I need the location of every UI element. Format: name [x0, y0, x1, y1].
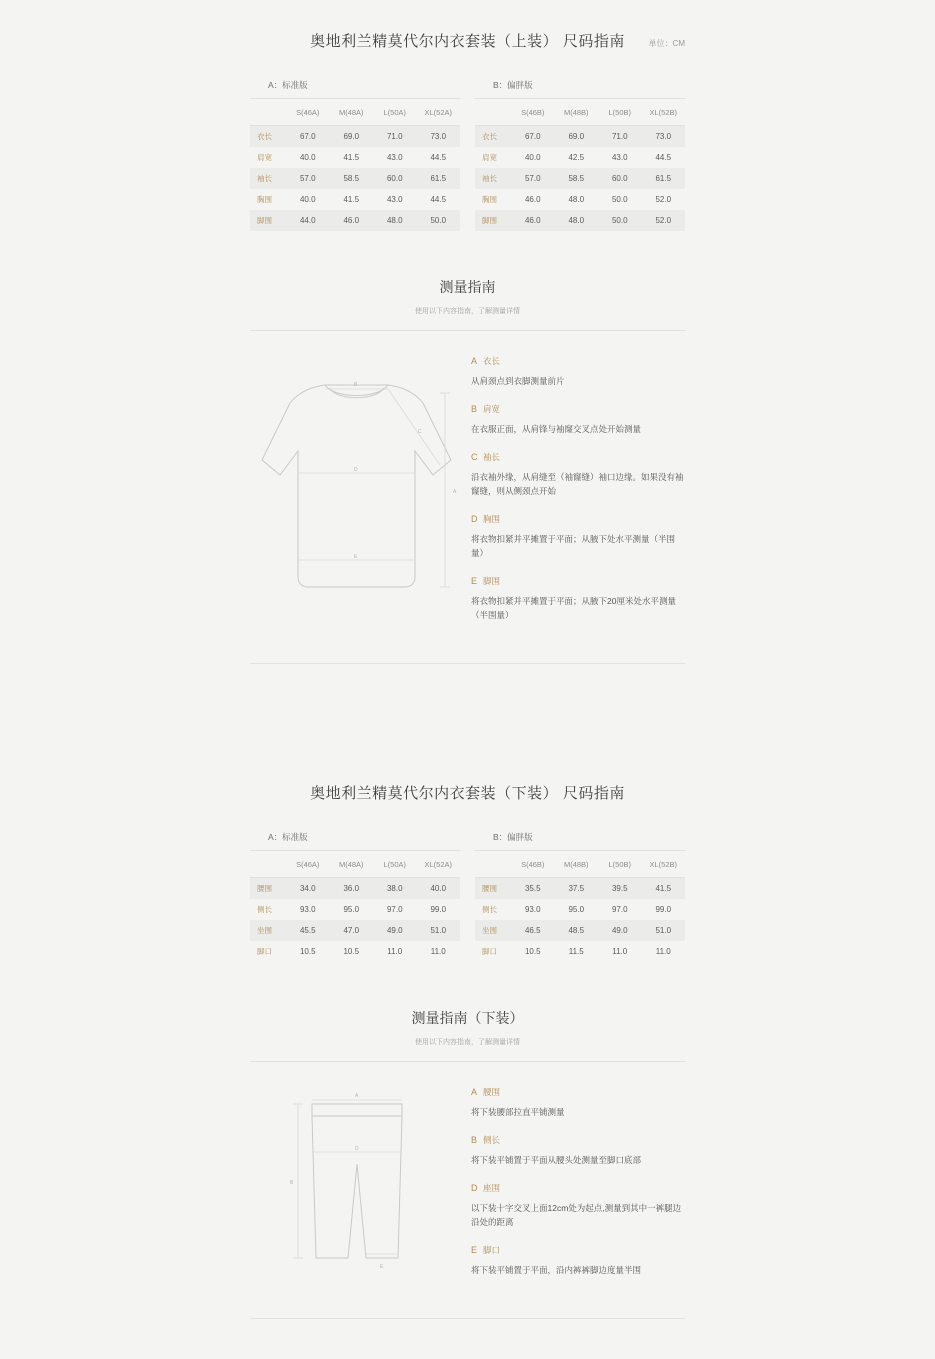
- table-row: [475, 189, 685, 210]
- svg-text:A: A: [453, 489, 457, 495]
- cell: 42.5: [555, 147, 599, 168]
- cell: 48.5: [555, 920, 599, 941]
- cell: 11.0: [598, 941, 642, 962]
- cell: 97.0: [598, 899, 642, 920]
- top-size-section: [250, 0, 685, 664]
- variant-label: A：标准版: [250, 831, 460, 851]
- guide-item-name: 胸围: [483, 514, 501, 525]
- cell: 39.5: [598, 878, 642, 900]
- row-label: 侧长: [250, 899, 286, 920]
- sweater-figure: [250, 355, 465, 605]
- bottom-table-a: [250, 831, 460, 962]
- cell: 11.0: [642, 941, 686, 962]
- top-title-row: [250, 0, 685, 51]
- table-row: [250, 147, 460, 168]
- cell: 48.0: [555, 189, 599, 210]
- table-row: [250, 189, 460, 210]
- cell: 43.0: [373, 147, 417, 168]
- cell: 41.5: [642, 878, 686, 900]
- guide-item-head: [471, 403, 685, 415]
- cell: 46.5: [511, 920, 555, 941]
- cell: 73.0: [642, 126, 686, 148]
- guide-item: [471, 403, 685, 436]
- col-header: [475, 99, 511, 126]
- guide-item: [471, 355, 685, 388]
- table-row: [475, 920, 685, 941]
- col-header: S(46B): [511, 99, 555, 126]
- table-header-row: [475, 99, 685, 126]
- cell: 93.0: [286, 899, 330, 920]
- cell: 40.0: [286, 147, 330, 168]
- col-header: M(48A): [330, 99, 374, 126]
- guide-item-head: [471, 451, 685, 463]
- cell: 43.0: [598, 147, 642, 168]
- cell: 41.5: [330, 189, 374, 210]
- cell: 58.5: [555, 168, 599, 189]
- col-header: L(50B): [598, 851, 642, 878]
- size-table: [250, 99, 460, 231]
- cell: 52.0: [642, 189, 686, 210]
- col-header: [250, 851, 286, 878]
- svg-text:B: B: [290, 1180, 294, 1187]
- cell: 93.0: [511, 899, 555, 920]
- col-header: L(50A): [373, 851, 417, 878]
- cell: 40.0: [511, 147, 555, 168]
- table-row: [475, 941, 685, 962]
- cell: 10.5: [511, 941, 555, 962]
- cell: 49.0: [373, 920, 417, 941]
- guide-item-head: [471, 1182, 685, 1194]
- variant-label: B：偏胖版: [475, 79, 685, 99]
- guide-item-name: 座围: [483, 1183, 501, 1194]
- table-row: [475, 899, 685, 920]
- cell: 60.0: [598, 168, 642, 189]
- guide-item-letter: E: [471, 576, 478, 587]
- guide-item-desc: 从肩颈点到衣脚测量前片: [471, 376, 565, 386]
- cell: 95.0: [555, 899, 599, 920]
- page-title-bottom: 奥地利兰精莫代尔内衣套装（下装） 尺码指南: [310, 785, 625, 803]
- cell: 50.0: [598, 189, 642, 210]
- table-row: [250, 941, 460, 962]
- cell: 61.5: [417, 168, 461, 189]
- cell: 10.5: [286, 941, 330, 962]
- cell: 40.0: [286, 189, 330, 210]
- bottom-size-section: [250, 752, 685, 1319]
- col-header: M(48B): [555, 851, 599, 878]
- col-header: XL(52B): [642, 851, 686, 878]
- row-label: 衣长: [250, 126, 286, 148]
- svg-text:B: B: [354, 382, 358, 388]
- cell: 57.0: [286, 168, 330, 189]
- col-header: S(46B): [511, 851, 555, 878]
- cell: 46.0: [330, 210, 374, 231]
- table-row: [475, 878, 685, 900]
- page-title-top: 奥地利兰精莫代尔内衣套装（上装） 尺码指南: [310, 33, 625, 50]
- cell: 41.5: [330, 147, 374, 168]
- cell: 69.0: [555, 126, 599, 148]
- bottom-guide-items: [465, 1086, 685, 1292]
- top-guide-head: [250, 277, 685, 331]
- cell: 48.0: [373, 210, 417, 231]
- row-label: 肩宽: [475, 147, 511, 168]
- cell: 73.0: [417, 126, 461, 148]
- guide-item-head: [471, 575, 685, 587]
- pants-figure: [250, 1086, 465, 1276]
- table-row: [475, 168, 685, 189]
- bottom-guide-body: [250, 1086, 685, 1292]
- guide-item: [471, 1244, 685, 1277]
- cell: 44.5: [417, 147, 461, 168]
- top-guide-body: [250, 355, 685, 637]
- row-label: 腰围: [250, 878, 286, 900]
- col-header: L(50B): [598, 99, 642, 126]
- row-label: 袖长: [475, 168, 511, 189]
- svg-text:A: A: [355, 1093, 359, 1100]
- cell: 45.5: [286, 920, 330, 941]
- guide-item-name: 腰围: [483, 1087, 501, 1098]
- table-row: [475, 210, 685, 231]
- cell: 43.0: [373, 189, 417, 210]
- guide-item: [471, 451, 685, 498]
- table-row: [475, 147, 685, 168]
- guide-title: 测量指南: [439, 279, 496, 295]
- pants-diagram-icon: [250, 1086, 465, 1276]
- cell: 99.0: [417, 899, 461, 920]
- cell: 50.0: [417, 210, 461, 231]
- guide-item-head: [471, 355, 685, 367]
- col-header: M(48B): [555, 99, 599, 126]
- guide-subtitle: 使用以下内容指南，了解测量详情: [250, 1037, 685, 1062]
- cell: 97.0: [373, 899, 417, 920]
- cell: 10.5: [330, 941, 374, 962]
- cell: 44.5: [642, 147, 686, 168]
- guide-item-desc: 将下装腰部拉直平铺测量: [471, 1107, 565, 1118]
- table-row: [250, 920, 460, 941]
- unit-label: 单位：CM: [648, 39, 685, 48]
- variant-label: B：偏胖版: [475, 831, 685, 851]
- table-row: [250, 168, 460, 189]
- row-label: 坐围: [475, 920, 511, 941]
- guide-item: [471, 1086, 685, 1119]
- guide-item-head: [471, 1086, 685, 1098]
- guide-item-name: 侧长: [483, 1135, 501, 1146]
- guide-item: [471, 575, 685, 622]
- top-table-b: [475, 79, 685, 231]
- cell: 95.0: [330, 899, 374, 920]
- top-tables-wrap: [250, 79, 685, 231]
- col-header: L(50A): [373, 99, 417, 126]
- guide-item-letter: B: [471, 404, 478, 415]
- cell: 71.0: [373, 126, 417, 148]
- row-label: 胸围: [475, 189, 511, 210]
- col-header: [475, 851, 511, 878]
- cell: 60.0: [373, 168, 417, 189]
- cell: 44.0: [286, 210, 330, 231]
- guide-item-letter: A: [471, 356, 478, 366]
- row-label: 衣长: [475, 126, 511, 148]
- cell: 47.0: [330, 920, 374, 941]
- cell: 51.0: [417, 920, 461, 941]
- cell: 35.5: [511, 878, 555, 900]
- cell: 67.0: [286, 126, 330, 148]
- top-table-a: [250, 79, 460, 231]
- top-guide-items: [465, 355, 685, 637]
- row-label: 脚围: [475, 210, 511, 231]
- guide-item-head: [471, 1134, 685, 1146]
- cell: 69.0: [330, 126, 374, 148]
- guide-item-desc: 在衣服正面，从肩锋与袖窿交叉点处开始测量: [471, 424, 642, 435]
- size-table: [250, 851, 460, 962]
- cell: 52.0: [642, 210, 686, 231]
- cell: 11.5: [555, 941, 599, 962]
- cell: 67.0: [511, 126, 555, 148]
- guide-subtitle: 使用以下内容指南，了解测量详情: [250, 306, 685, 331]
- cell: 71.0: [598, 126, 642, 148]
- bottom-guide-head: [250, 1008, 685, 1062]
- table-row: [250, 210, 460, 231]
- guide-item-letter: D: [471, 1183, 478, 1194]
- bottom-spacer: [0, 1319, 935, 1359]
- cell: 48.0: [555, 210, 599, 231]
- guide-item-desc: 将衣物扣紧并平摊置于平面；从腋下处水平测量（半围量）: [471, 534, 676, 559]
- guide-item-name: 脚口: [483, 1245, 501, 1256]
- table-header-row: [250, 99, 460, 126]
- svg-text:D: D: [354, 467, 358, 473]
- svg-text:D: D: [355, 1146, 359, 1153]
- size-table: [475, 99, 685, 231]
- guide-item-desc: 将下装平铺置于平面，沿内裤裤脚边度量半围: [471, 1265, 642, 1276]
- row-label: 侧长: [475, 899, 511, 920]
- guide-item-head: [471, 513, 685, 525]
- cell: 36.0: [330, 878, 374, 900]
- guide-item: [471, 513, 685, 560]
- sweater-diagram-icon: [250, 355, 465, 605]
- guide-item-letter: D: [471, 514, 478, 525]
- col-header: XL(52A): [417, 99, 461, 126]
- cell: 34.0: [286, 878, 330, 900]
- guide-title: 测量指南（下装）: [411, 1010, 524, 1027]
- guide-item-letter: A: [471, 1087, 478, 1098]
- cell: 40.0: [417, 878, 461, 900]
- cell: 49.0: [598, 920, 642, 941]
- variant-label: A：标准版: [250, 79, 460, 99]
- row-label: 脚围: [250, 210, 286, 231]
- cell: 50.0: [598, 210, 642, 231]
- bottom-title-row: [250, 752, 685, 803]
- cell: 37.5: [555, 878, 599, 900]
- cell: 58.5: [330, 168, 374, 189]
- col-header: S(46A): [286, 851, 330, 878]
- svg-text:C: C: [418, 429, 422, 435]
- guide-item-desc: 以下装十字交叉上面12cm处为起点,测量到其中一裤腿边沿处的距离: [471, 1203, 682, 1228]
- size-table: [475, 851, 685, 962]
- col-header: [250, 99, 286, 126]
- table-row: [475, 126, 685, 148]
- table-row: [250, 899, 460, 920]
- col-header: XL(52B): [642, 99, 686, 126]
- guide-item-name: 肩宽: [483, 404, 501, 415]
- cell: 38.0: [373, 878, 417, 900]
- cell: 46.0: [511, 210, 555, 231]
- cell: 11.0: [373, 941, 417, 962]
- row-label: 脚口: [250, 941, 286, 962]
- table-header-row: [475, 851, 685, 878]
- guide-item-desc: 将下装平铺置于平面从腰头处测量至脚口底部: [471, 1155, 642, 1166]
- cell: 51.0: [642, 920, 686, 941]
- col-header: XL(52A): [417, 851, 461, 878]
- svg-text:E: E: [380, 1264, 384, 1271]
- row-label: 袖长: [250, 168, 286, 189]
- cell: 99.0: [642, 899, 686, 920]
- cell: 11.0: [417, 941, 461, 962]
- guide-item-letter: E: [471, 1245, 478, 1256]
- row-label: 肩宽: [250, 147, 286, 168]
- guide-item-letter: C: [471, 452, 478, 463]
- cell: 44.5: [417, 189, 461, 210]
- bottom-table-b: [475, 831, 685, 962]
- row-label: 坐围: [250, 920, 286, 941]
- bottom-tables-wrap: [250, 831, 685, 962]
- row-label: 腰围: [475, 878, 511, 900]
- row-label: 脚口: [475, 941, 511, 962]
- guide-item-name: 脚围: [483, 576, 501, 587]
- table-row: [250, 878, 460, 900]
- col-header: M(48A): [330, 851, 374, 878]
- row-label: 胸围: [250, 189, 286, 210]
- table-header-row: [250, 851, 460, 878]
- cell: 61.5: [642, 168, 686, 189]
- cell: 57.0: [511, 168, 555, 189]
- guide-item-letter: B: [471, 1135, 478, 1146]
- guide-item: [471, 1134, 685, 1167]
- cell: 46.0: [511, 189, 555, 210]
- col-header: S(46A): [286, 99, 330, 126]
- section-spacer: [0, 664, 935, 752]
- guide-item-desc: 沿衣袖外缘，从肩缝至（袖窿缝）袖口边缘。如果没有袖窿缝，则从侧颈点开始: [471, 472, 684, 497]
- table-row: [250, 126, 460, 148]
- svg-text:E: E: [354, 554, 358, 560]
- guide-item-head: [471, 1244, 685, 1256]
- guide-item: [471, 1182, 685, 1229]
- guide-item-name: 衣长: [483, 356, 501, 366]
- guide-item-name: 袖长: [483, 452, 501, 463]
- guide-item-desc: 将衣物扣紧并平摊置于平面；从腋下20厘米处水平测量（半围量）: [471, 596, 676, 621]
